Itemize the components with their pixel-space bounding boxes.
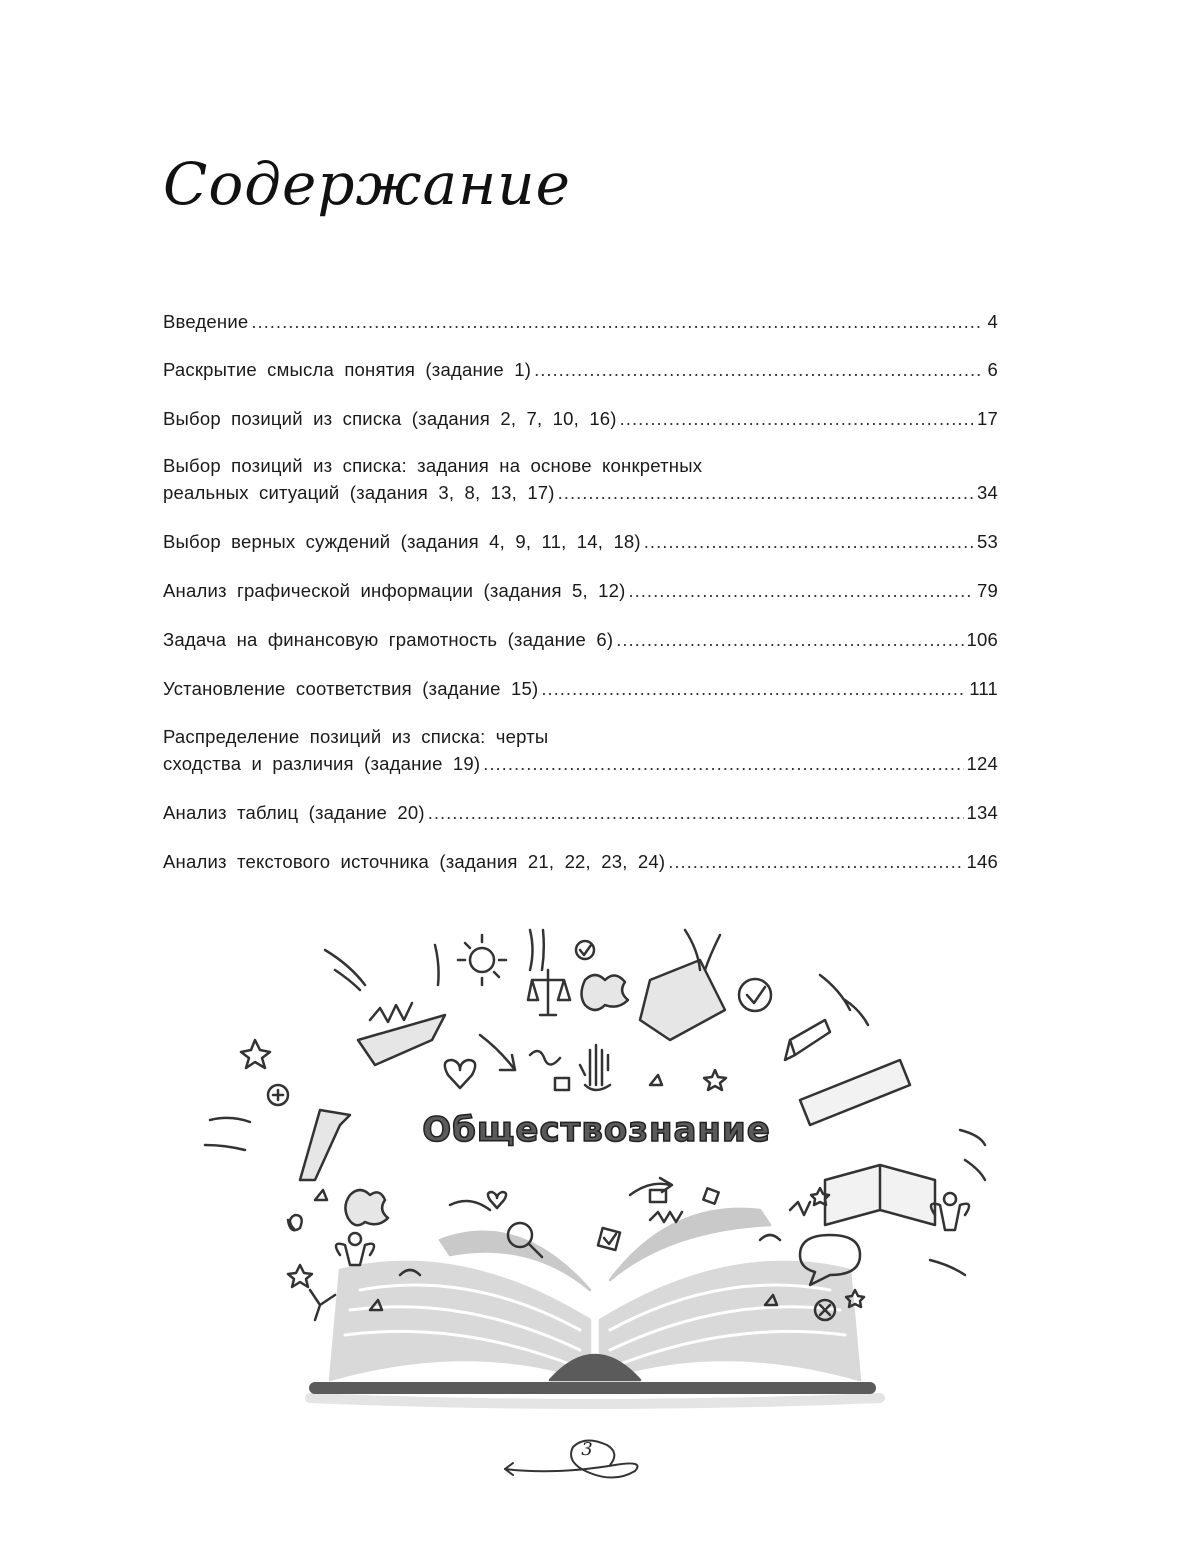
- star-icon: [704, 1070, 726, 1090]
- check-circle-icon: [576, 941, 594, 959]
- zigzag-doodle: [790, 1202, 810, 1215]
- toc-page-number: 134: [966, 802, 998, 823]
- angel-icon: [336, 1233, 374, 1265]
- toc-entry-title: Анализ графической информации (задания 5, 12): [163, 580, 626, 601]
- toc-entry-title: Анализ текстового источника (задания 21, 22, 23, 24): [163, 851, 666, 872]
- plus-mark: [273, 1090, 283, 1100]
- toc-entry-title: Установление соответствия (задание 15): [163, 678, 539, 699]
- toc-entry[interactable]: [163, 848, 998, 876]
- toc-entry[interactable]: [163, 308, 998, 336]
- check-box-icon: [598, 1228, 620, 1250]
- angel-icon: [931, 1193, 969, 1230]
- toc-leader-dots: [251, 308, 981, 336]
- star-icon: [241, 1040, 270, 1068]
- toc-leader-dots: [616, 626, 963, 654]
- toc-leader-dots: [668, 848, 963, 876]
- toc-entry-title: Распределение позиций из списка: черты: [163, 726, 549, 747]
- check-mark: [604, 1234, 616, 1244]
- check-mark: [747, 987, 765, 1003]
- toc-leader-dots: [483, 750, 963, 778]
- sun-icon: [470, 948, 494, 972]
- toc-entry[interactable]: [163, 356, 998, 384]
- toc-entry-title: Введение: [163, 311, 249, 332]
- closed-book-icon: [640, 960, 725, 1040]
- puzzle-icon: [582, 975, 629, 1010]
- toc-entry[interactable]: [163, 405, 998, 433]
- toc-leader-dots: [620, 405, 974, 433]
- toc-leader-dots: [644, 528, 974, 556]
- hand-icon: [580, 1045, 610, 1090]
- spiral-doodle: [288, 1215, 302, 1230]
- check-mark: [580, 945, 591, 955]
- toc-page-number: 4: [987, 311, 998, 332]
- toc-entry-title: Выбор верных суждений (задания 4, 9, 11, 14, 18): [163, 531, 641, 552]
- ribbon-doodle: [358, 1015, 445, 1065]
- table-of-contents: [163, 308, 998, 872]
- toc-page-number: 6: [987, 359, 998, 380]
- toc-entry-title: Раскрытие смысла понятия (задание 1): [163, 359, 532, 380]
- book-cover-shadow: [310, 1398, 880, 1404]
- square-doodle: [703, 1188, 718, 1203]
- arrow-doodle: [310, 1290, 335, 1320]
- square-doodle: [555, 1078, 569, 1090]
- scales-icon: [528, 970, 570, 1015]
- arrow-doodle: [480, 1035, 515, 1070]
- star-icon: [288, 1265, 312, 1287]
- toc-page-number: 34: [977, 482, 998, 503]
- page-number-footer: [495, 1435, 655, 1485]
- open-book-icon: [825, 1165, 935, 1225]
- toc-entry-title-continued: сходства и различия (задание 19): [163, 753, 481, 774]
- toc-leader-dots: [629, 577, 975, 605]
- page-number: 3: [581, 1439, 593, 1460]
- toc-entry[interactable]: [163, 626, 998, 654]
- toc-entry[interactable]: [163, 675, 998, 703]
- page-title: Содержание: [163, 150, 571, 218]
- check-circle-icon: [739, 979, 771, 1011]
- heart-icon: [488, 1192, 506, 1208]
- toc-entry-title: Выбор позиций из списка: задания на основе конкретных: [163, 455, 703, 476]
- toc-page-number: 79: [977, 580, 998, 601]
- toc-entry-title: Выбор позиций из списка (задания 2, 7, 10, 16): [163, 408, 617, 429]
- toc-page-number: 53: [977, 531, 998, 552]
- book-left-pages: [330, 1262, 590, 1380]
- subject-title: Обществознание: [422, 1110, 771, 1150]
- toc-entry[interactable]: [163, 528, 998, 556]
- sun-rays: [458, 935, 506, 985]
- zigzag-doodle: [370, 1003, 412, 1022]
- heart-icon: [445, 1060, 475, 1088]
- toc-leader-dots: [558, 479, 974, 507]
- toc-leader-dots: [534, 356, 981, 384]
- toc-leader-dots: [541, 675, 966, 703]
- toc-entry-title: Анализ таблиц (задание 20): [163, 802, 425, 823]
- toc-page-number: 124: [966, 753, 998, 774]
- toc-entry-title: Задача на финансовую грамотность (задание 6): [163, 629, 614, 650]
- toc-page-number: 146: [966, 851, 998, 872]
- toc-entry[interactable]: [163, 724, 998, 778]
- pencil-icon: [785, 1020, 830, 1060]
- toc-entry[interactable]: [163, 577, 998, 605]
- puzzle-icon: [345, 1190, 388, 1225]
- zigzag-doodle: [650, 1212, 682, 1222]
- toc-page-number: 106: [966, 629, 998, 650]
- toc-entry[interactable]: [163, 799, 998, 827]
- toc-entry[interactable]: [163, 453, 998, 507]
- toc-page-number: 111: [969, 678, 998, 699]
- book-doodle-illustration: [200, 910, 990, 1430]
- toc-page-number: 17: [977, 408, 998, 429]
- toc-leader-dots: [428, 799, 964, 827]
- toc-entry-title-continued: реальных ситуаций (задания 3, 8, 13, 17): [163, 482, 555, 503]
